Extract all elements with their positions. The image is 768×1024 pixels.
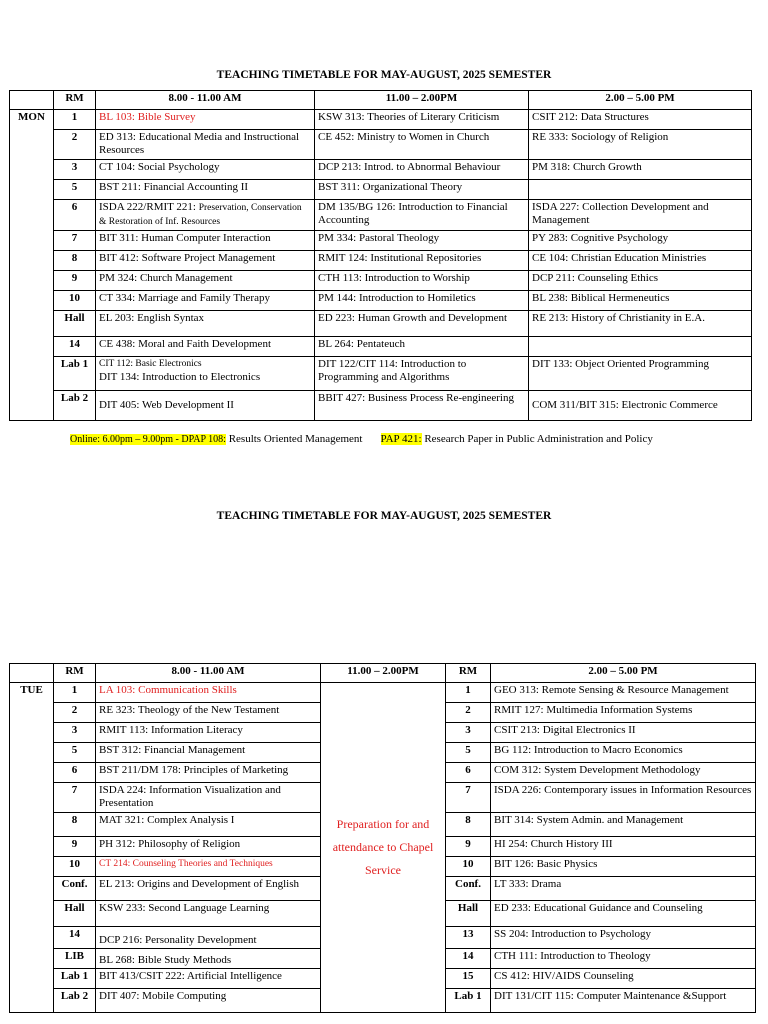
room-cell: 7 bbox=[54, 231, 96, 251]
course-cell: CSIT 212: Data Structures bbox=[529, 110, 752, 130]
room-cell: 14 bbox=[54, 927, 96, 949]
rm-header: RM bbox=[54, 664, 96, 683]
course-code: ISDA 222/RMIT 221: bbox=[99, 201, 199, 213]
course-line: DIT 134: Introduction to Electronics bbox=[99, 371, 261, 383]
room-cell: 3 bbox=[446, 723, 491, 743]
table-row bbox=[10, 337, 752, 357]
course-cell: RMIT 124: Institutional Repositories bbox=[315, 251, 529, 271]
course-cell: GEO 313: Remote Sensing & Resource Management bbox=[491, 683, 756, 703]
course-cell bbox=[96, 200, 315, 231]
room-cell: 1 bbox=[54, 683, 96, 703]
course-cell: DIT 405: Web Development II bbox=[96, 391, 315, 421]
course-cell: RMIT 127: Multimedia Information Systems bbox=[491, 703, 756, 723]
room-cell: 10 bbox=[54, 857, 96, 877]
table-header-row bbox=[10, 664, 756, 683]
course-cell: BST 311: Organizational Theory bbox=[315, 180, 529, 200]
day-header bbox=[10, 664, 54, 683]
course-cell: BL 264: Pentateuch bbox=[315, 337, 529, 357]
table-row bbox=[10, 110, 752, 130]
course-cell: PM 318: Church Growth bbox=[529, 160, 752, 180]
course-cell: DCP 213: Introd. to Abnormal Behaviour bbox=[315, 160, 529, 180]
online-course-text: Research Paper in Public Administration and Policy bbox=[421, 433, 653, 445]
course-cell: COM 311/BIT 315: Electronic Commerce bbox=[529, 391, 752, 421]
course-cell: BIT 412: Software Project Management bbox=[96, 251, 315, 271]
room-cell: Lab 1 bbox=[54, 969, 96, 989]
chapel-service-note: Preparation for and attendance to Chapel Service bbox=[321, 683, 446, 1013]
online-note bbox=[70, 433, 653, 445]
course-cell: ISDA 226: Contemporary issues in Information Resources bbox=[491, 783, 756, 813]
room-cell: 7 bbox=[446, 783, 491, 813]
table-row bbox=[10, 200, 752, 231]
course-line: CIT 112: Basic Electronics bbox=[99, 359, 202, 369]
course-title: Preservation, Conservation & Restoration of Inf. Resources bbox=[99, 203, 302, 227]
room-cell: Hall bbox=[54, 311, 96, 337]
course-cell: DCP 211: Counseling Ethics bbox=[529, 271, 752, 291]
room-cell: 5 bbox=[446, 743, 491, 763]
course-cell: PY 283: Cognitive Psychology bbox=[529, 231, 752, 251]
slot-3-header: 2.00 – 5.00 PM bbox=[491, 664, 756, 683]
page-title: TEACHING TIMETABLE FOR MAY-AUGUST, 2025 SEMESTER bbox=[216, 69, 552, 81]
course-cell: SS 204: Introduction to Psychology bbox=[491, 927, 756, 949]
course-cell: COM 312: System Development Methodology bbox=[491, 763, 756, 783]
course-cell: CE 104: Christian Education Ministries bbox=[529, 251, 752, 271]
course-cell: DIT 131/CIT 115: Computer Maintenance &Support bbox=[491, 989, 756, 1013]
course-cell: BST 211: Financial Accounting II bbox=[96, 180, 315, 200]
slot-2-header: 11.00 – 2.00PM bbox=[321, 664, 446, 683]
table-row bbox=[10, 231, 752, 251]
course-cell: DCP 216: Personality Development bbox=[96, 927, 321, 949]
course-cell: CTH 111: Introduction to Theology bbox=[491, 949, 756, 969]
room-cell: 8 bbox=[54, 251, 96, 271]
day-label: TUE bbox=[10, 683, 54, 1013]
course-cell: BST 312: Financial Management bbox=[96, 743, 321, 763]
table-row bbox=[10, 180, 752, 200]
rm-header-2: RM bbox=[446, 664, 491, 683]
room-cell: 14 bbox=[446, 949, 491, 969]
slot-2-header: 11.00 – 2.00PM bbox=[315, 91, 529, 110]
room-cell: 5 bbox=[54, 743, 96, 763]
course-cell: PH 312: Philosophy of Religion bbox=[96, 837, 321, 857]
online-label-highlight: PAP 421: bbox=[380, 433, 422, 445]
course-cell: DIT 133: Object Oriented Programming bbox=[529, 357, 752, 391]
table-row bbox=[10, 160, 752, 180]
room-cell: 1 bbox=[446, 683, 491, 703]
course-cell: PM 324: Church Management bbox=[96, 271, 315, 291]
course-cell: ED 233: Educational Guidance and Counseling bbox=[491, 901, 756, 927]
room-cell: 6 bbox=[446, 763, 491, 783]
slot-1-header: 8.00 - 11.00 AM bbox=[96, 91, 315, 110]
room-cell: 8 bbox=[446, 813, 491, 837]
room-cell: 10 bbox=[446, 857, 491, 877]
course-cell: BST 211/DM 178: Principles of Marketing bbox=[96, 763, 321, 783]
course-cell: CSIT 213: Digital Electronics II bbox=[491, 723, 756, 743]
course-cell: KSW 233: Second Language Learning bbox=[96, 901, 321, 927]
course-cell: ED 313: Educational Media and Instructional Resources bbox=[96, 130, 315, 160]
room-cell: Hall bbox=[54, 901, 96, 927]
course-cell: ISDA 227: Collection Development and Management bbox=[529, 200, 752, 231]
room-cell: 5 bbox=[54, 180, 96, 200]
course-cell: LT 333: Drama bbox=[491, 877, 756, 901]
table-row bbox=[10, 130, 752, 160]
rm-header: RM bbox=[54, 91, 96, 110]
course-cell: ED 223: Human Growth and Development bbox=[315, 311, 529, 337]
course-cell: LA 103: Communication Skills bbox=[96, 683, 321, 703]
course-cell: BBIT 427: Business Process Re-engineering bbox=[315, 391, 529, 421]
table-row bbox=[10, 683, 756, 703]
course-cell: MAT 321: Complex Analysis I bbox=[96, 813, 321, 837]
course-cell bbox=[96, 357, 315, 391]
table-row bbox=[10, 311, 752, 337]
course-cell: HI 254: Church History III bbox=[491, 837, 756, 857]
course-cell: CT 214: Counseling Theories and Techniques bbox=[96, 857, 321, 877]
course-cell: EL 213: Origins and Development of English bbox=[96, 877, 321, 901]
room-cell: Lab 1 bbox=[54, 357, 96, 391]
course-cell: DIT 407: Mobile Computing bbox=[96, 989, 321, 1013]
room-cell: LIB bbox=[54, 949, 96, 969]
room-cell: 8 bbox=[54, 813, 96, 837]
slot-1-header: 8.00 - 11.00 AM bbox=[96, 664, 321, 683]
course-cell: BIT 311: Human Computer Interaction bbox=[96, 231, 315, 251]
room-cell: 9 bbox=[54, 837, 96, 857]
course-cell: CTH 113: Introduction to Worship bbox=[315, 271, 529, 291]
course-cell: PM 334: Pastoral Theology bbox=[315, 231, 529, 251]
course-cell: DIT 122/CIT 114: Introduction to Programming and Algorithms bbox=[315, 357, 529, 391]
table-row bbox=[10, 357, 752, 391]
room-cell: 2 bbox=[446, 703, 491, 723]
course-cell: BIT 413/CSIT 222: Artificial Intelligence bbox=[96, 969, 321, 989]
room-cell: 6 bbox=[54, 200, 96, 231]
section-title: TEACHING TIMETABLE FOR MAY-AUGUST, 2025 SEMESTER bbox=[216, 510, 552, 522]
online-label-highlight: Online: 6.00pm – 9.00pm - DPAP 108: bbox=[70, 434, 226, 445]
room-cell: Lab 1 bbox=[446, 989, 491, 1013]
course-cell: BG 112: Introduction to Macro Economics bbox=[491, 743, 756, 763]
room-cell: Hall bbox=[446, 901, 491, 927]
room-cell: 7 bbox=[54, 783, 96, 813]
course-cell: KSW 313: Theories of Literary Criticism bbox=[315, 110, 529, 130]
room-cell: 13 bbox=[446, 927, 491, 949]
course-cell: RE 213: History of Christianity in E.A. bbox=[529, 311, 752, 337]
room-cell: Conf. bbox=[446, 877, 491, 901]
table-row bbox=[10, 271, 752, 291]
course-cell: BIT 126: Basic Physics bbox=[491, 857, 756, 877]
day-label: MON bbox=[10, 110, 54, 421]
course-cell: RE 323: Theology of the New Testament bbox=[96, 703, 321, 723]
room-cell: 9 bbox=[54, 271, 96, 291]
course-cell bbox=[529, 180, 752, 200]
room-cell: 10 bbox=[54, 291, 96, 311]
room-cell: 2 bbox=[54, 703, 96, 723]
room-cell: 2 bbox=[54, 130, 96, 160]
course-cell: EL 203: English Syntax bbox=[96, 311, 315, 337]
course-cell: CT 104: Social Psychology bbox=[96, 160, 315, 180]
course-cell: RMIT 113: Information Literacy bbox=[96, 723, 321, 743]
table-row bbox=[10, 391, 752, 421]
course-cell: CE 438: Moral and Faith Development bbox=[96, 337, 315, 357]
course-cell: CT 334: Marriage and Family Therapy bbox=[96, 291, 315, 311]
course-cell: RE 333: Sociology of Religion bbox=[529, 130, 752, 160]
course-cell: CE 452: Ministry to Women in Church bbox=[315, 130, 529, 160]
course-cell: PM 144: Introduction to Homiletics bbox=[315, 291, 529, 311]
course-cell: BL 268: Bible Study Methods bbox=[96, 949, 321, 969]
room-cell: 6 bbox=[54, 763, 96, 783]
room-cell: 3 bbox=[54, 723, 96, 743]
table-row bbox=[10, 291, 752, 311]
room-cell: Conf. bbox=[54, 877, 96, 901]
course-cell: BL 103: Bible Survey bbox=[96, 110, 315, 130]
room-cell: 3 bbox=[54, 160, 96, 180]
course-cell: BIT 314: System Admin. and Management bbox=[491, 813, 756, 837]
course-cell: CS 412: HIV/AIDS Counseling bbox=[491, 969, 756, 989]
monday-timetable bbox=[9, 90, 752, 421]
room-cell: 15 bbox=[446, 969, 491, 989]
table-row bbox=[10, 251, 752, 271]
course-cell bbox=[529, 337, 752, 357]
course-cell: BL 238: Biblical Hermeneutics bbox=[529, 291, 752, 311]
room-cell: 1 bbox=[54, 110, 96, 130]
room-cell: Lab 2 bbox=[54, 989, 96, 1013]
room-cell: 14 bbox=[54, 337, 96, 357]
course-cell: DM 135/BG 126: Introduction to Financial Accounting bbox=[315, 200, 529, 231]
day-header bbox=[10, 91, 54, 110]
online-course-text: Results Oriented Management bbox=[225, 433, 363, 445]
table-header-row bbox=[10, 91, 752, 110]
tuesday-timetable bbox=[9, 663, 756, 1013]
course-cell: ISDA 224: Information Visualization and Presentation bbox=[96, 783, 321, 813]
room-cell: Lab 2 bbox=[54, 391, 96, 421]
slot-3-header: 2.00 – 5.00 PM bbox=[529, 91, 752, 110]
room-cell: 9 bbox=[446, 837, 491, 857]
